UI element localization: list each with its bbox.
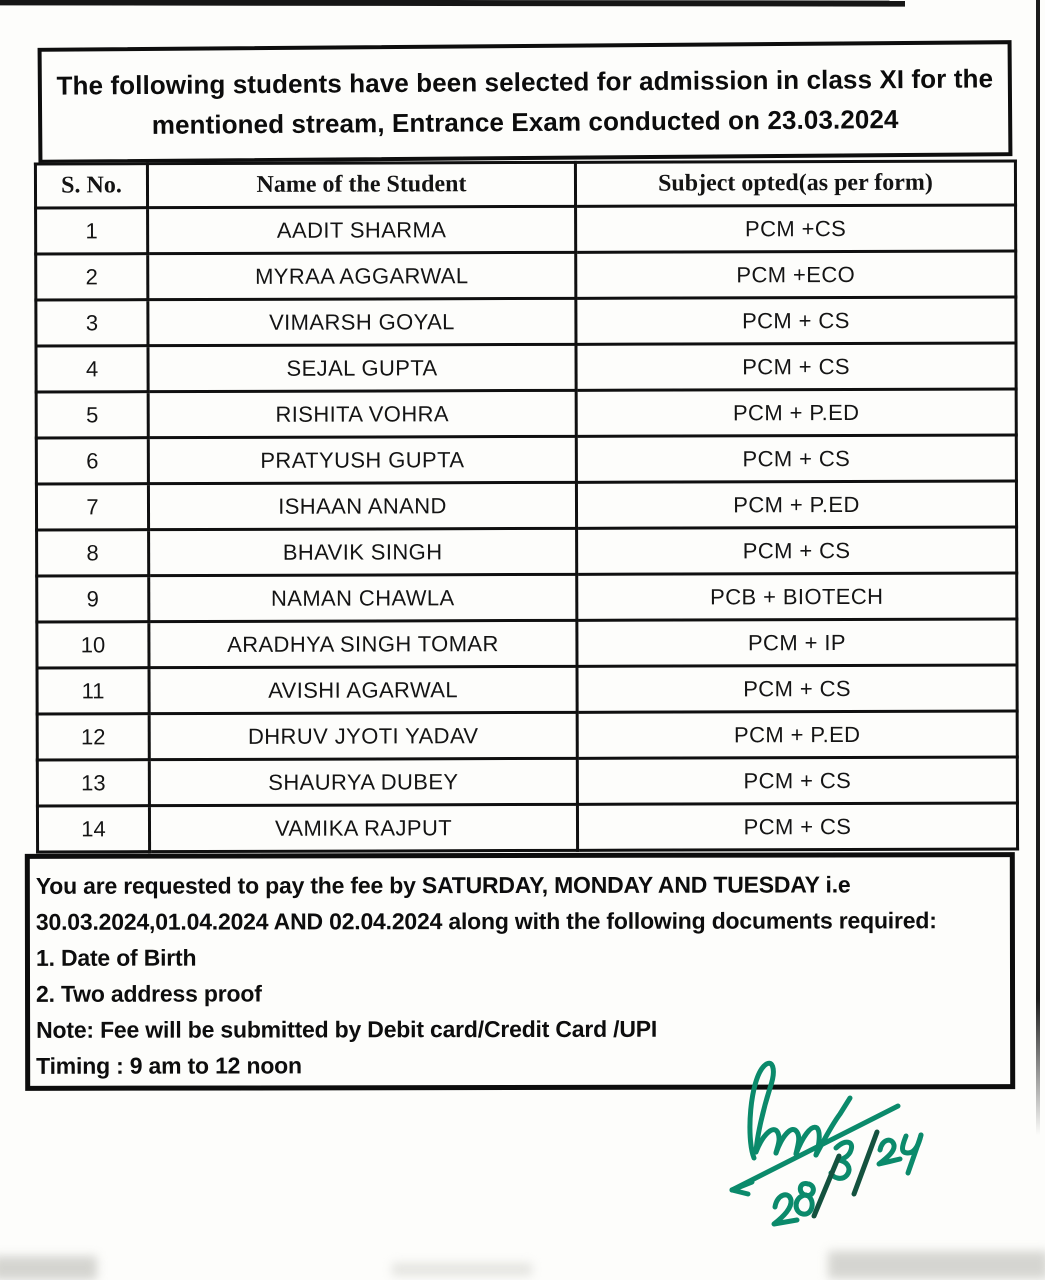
signature-ink-drawing	[718, 1058, 1038, 1280]
subject-cell: PCM + P.ED	[576, 389, 1016, 436]
notice-line: Timing : 9 am to 12 noon	[36, 1052, 302, 1079]
notice-line: You are requested to pay the fee by SATURDAY, MONDAY AND TUESDAY i.e	[35, 871, 851, 899]
subject-cell: PCM + IP	[577, 619, 1017, 666]
serial-number-cell: 5	[36, 392, 148, 438]
header-subject-opted: Subject opted(as per form)	[575, 161, 1015, 206]
serial-number-cell: 12	[37, 714, 149, 760]
serial-number-cell: 10	[37, 622, 149, 668]
notice-line: 1. Date of Birth	[35, 944, 197, 971]
subject-cell: PCM + CS	[576, 297, 1016, 344]
title-line-1: The following students have been selected for admission in class XI for the	[56, 62, 994, 101]
subject-cell: PCM + CS	[577, 665, 1017, 712]
serial-number-cell: 8	[37, 530, 149, 576]
student-name-cell: SEJAL GUPTA	[148, 344, 576, 391]
subject-cell: PCM + CS	[576, 435, 1016, 482]
student-row	[37, 711, 1017, 760]
subject-cell: PCM +CS	[576, 205, 1016, 252]
student-name-cell: RISHITA VOHRA	[148, 390, 576, 437]
student-name-cell: SHAURYA DUBEY	[149, 758, 577, 805]
subject-cell: PCM + CS	[577, 803, 1017, 850]
student-name-cell: VIMARSH GOYAL	[148, 298, 576, 345]
serial-number-cell: 3	[36, 300, 148, 346]
student-name-cell: MYRAA AGGARWAL	[148, 252, 576, 299]
scan-edge-right	[1036, 0, 1040, 1135]
subject-cell: PCM +ECO	[576, 251, 1016, 298]
handwritten-signature	[718, 1058, 1038, 1280]
student-row	[36, 389, 1016, 438]
notice-title-box	[38, 40, 1013, 164]
table-header-row	[35, 161, 1015, 208]
subject-cell: PCM + P.ED	[577, 711, 1017, 758]
serial-number-cell: 9	[37, 576, 149, 622]
students-table	[34, 159, 1019, 853]
student-name-cell: BHAVIK SINGH	[149, 528, 577, 575]
student-row	[37, 573, 1017, 622]
student-row	[37, 619, 1017, 668]
scan-edge-top	[0, 0, 905, 7]
notice-line: Note: Fee will be submitted by Debit card/Credit Card /UPI	[36, 1015, 658, 1043]
student-row	[36, 343, 1016, 392]
header-student-name: Name of the Student	[147, 162, 575, 207]
student-row	[36, 251, 1016, 300]
subject-cell: PCM + CS	[577, 757, 1017, 804]
student-name-cell: NAMAN CHAWLA	[149, 574, 577, 621]
student-row	[37, 757, 1017, 806]
student-row	[37, 527, 1017, 576]
student-name-cell: VAMIKA RAJPUT	[149, 804, 577, 851]
subject-cell: PCM + P.ED	[576, 481, 1016, 528]
student-row	[36, 205, 1016, 254]
scan-smudge	[392, 1263, 532, 1276]
student-name-cell: AADIT SHARMA	[148, 206, 576, 253]
student-name-cell: ARADHYA SINGH TOMAR	[149, 620, 577, 667]
student-name-cell: AVISHI AGARWAL	[149, 666, 577, 713]
notice-line: 30.03.2024,01.04.2024 AND 02.04.2024 along with the following documents required:	[35, 907, 937, 935]
subject-cell: PCM + CS	[577, 527, 1017, 574]
student-row	[37, 665, 1017, 714]
subject-cell: PCM + CS	[576, 343, 1016, 390]
serial-number-cell: 1	[36, 208, 148, 254]
scan-smudge	[0, 1256, 97, 1280]
student-row	[36, 297, 1016, 346]
serial-number-cell: 11	[37, 668, 149, 714]
serial-number-cell: 2	[36, 254, 148, 300]
serial-number-cell: 6	[36, 438, 148, 484]
student-row	[36, 435, 1016, 484]
fee-notice-box	[25, 852, 1015, 1091]
notice-line: 2. Two address proof	[36, 980, 262, 1007]
student-row	[37, 803, 1017, 852]
header-serial-number: S. No.	[35, 164, 147, 208]
subject-cell: PCB + BIOTECH	[577, 573, 1017, 620]
serial-number-cell: 14	[37, 806, 149, 852]
student-row	[36, 481, 1016, 530]
serial-number-cell: 7	[36, 484, 148, 530]
student-name-cell: PRATYUSH GUPTA	[148, 436, 576, 483]
student-name-cell: DHRUV JYOTI YADAV	[149, 712, 577, 759]
serial-number-cell: 13	[37, 760, 149, 806]
serial-number-cell: 4	[36, 346, 148, 392]
student-name-cell: ISHAAN ANAND	[148, 482, 576, 529]
title-line-2: mentioned stream, Entrance Exam conducted on 23.03.2024	[151, 103, 899, 140]
